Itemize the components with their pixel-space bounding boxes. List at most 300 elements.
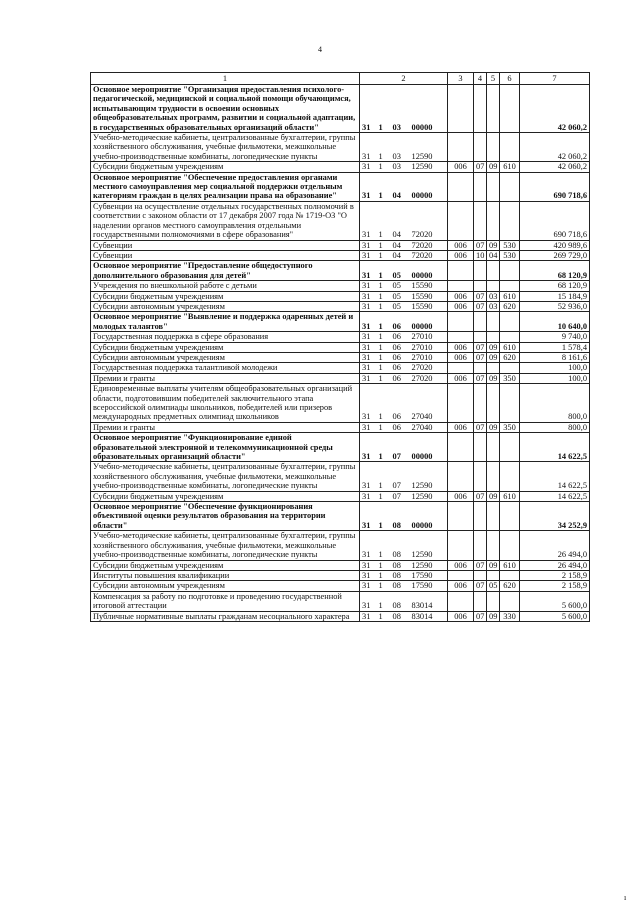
section-code — [474, 85, 487, 133]
event-code: 08 — [391, 591, 410, 611]
program-code: 31 — [360, 570, 377, 580]
subsection-code — [487, 133, 500, 162]
subsection-code — [487, 261, 500, 281]
direction-code: 27040 — [410, 384, 448, 423]
program-code: 31 — [360, 491, 377, 501]
department-code: 006 — [448, 250, 474, 260]
expense-type-code — [500, 332, 520, 342]
department-code — [448, 281, 474, 291]
row-name: Учебно-методические кабинеты, централизованные бухгалтерии, группы хозяйственного обслуживания, учебные фильмотеки, межшкольные учебно-производственные комбинаты, логопедические пункты — [91, 133, 360, 162]
department-code — [448, 312, 474, 332]
event-code: 05 — [391, 281, 410, 291]
amount: 9 740,0 — [520, 332, 590, 342]
subprogram-code: 1 — [377, 301, 391, 311]
table-row — [91, 201, 590, 240]
section-code: 07 — [474, 581, 487, 591]
table-row — [91, 342, 590, 352]
direction-code: 15590 — [410, 291, 448, 301]
amount: 34 252,9 — [520, 502, 590, 531]
subprogram-code: 1 — [377, 352, 391, 362]
department-code — [448, 570, 474, 580]
program-code: 31 — [360, 201, 377, 240]
department-code — [448, 85, 474, 133]
subsection-code — [487, 462, 500, 491]
program-code: 31 — [360, 433, 377, 462]
department-code — [448, 133, 474, 162]
department-code — [448, 363, 474, 373]
subsection-code: 09 — [487, 162, 500, 172]
direction-code: 27040 — [410, 422, 448, 432]
direction-code: 15590 — [410, 281, 448, 291]
direction-code: 27020 — [410, 373, 448, 383]
section-code: 07 — [474, 611, 487, 621]
section-code — [474, 172, 487, 201]
department-code — [448, 172, 474, 201]
expense-type-code: 530 — [500, 250, 520, 260]
department-code — [448, 591, 474, 611]
department-code: 006 — [448, 352, 474, 362]
amount: 14 622,5 — [520, 491, 590, 501]
table-row — [91, 502, 590, 531]
subsection-code: 05 — [487, 581, 500, 591]
direction-code: 17590 — [410, 581, 448, 591]
expense-type-code — [500, 502, 520, 531]
program-code: 31 — [360, 261, 377, 281]
event-code: 08 — [391, 531, 410, 560]
program-code: 31 — [360, 502, 377, 531]
expense-type-code: 610 — [500, 491, 520, 501]
event-code: 04 — [391, 250, 410, 260]
direction-code: 72020 — [410, 240, 448, 250]
direction-code: 12590 — [410, 560, 448, 570]
table-row — [91, 162, 590, 172]
subprogram-code: 1 — [377, 433, 391, 462]
program-code: 31 — [360, 531, 377, 560]
subprogram-code: 1 — [377, 422, 391, 432]
subsection-code: 09 — [487, 240, 500, 250]
section-code — [474, 433, 487, 462]
direction-code: 72020 — [410, 250, 448, 260]
subprogram-code: 1 — [377, 491, 391, 501]
expense-type-code: 350 — [500, 373, 520, 383]
expense-type-code — [500, 172, 520, 201]
table-row — [91, 491, 590, 501]
section-code — [474, 384, 487, 423]
header-cell-code: 2 — [360, 73, 448, 85]
table-row — [91, 240, 590, 250]
budget-table — [90, 72, 590, 622]
department-code: 006 — [448, 491, 474, 501]
subprogram-code: 1 — [377, 281, 391, 291]
amount: 42 060,2 — [520, 162, 590, 172]
event-code: 06 — [391, 352, 410, 362]
expense-type-code — [500, 384, 520, 423]
subprogram-code: 1 — [377, 201, 391, 240]
event-code: 03 — [391, 162, 410, 172]
department-code: 006 — [448, 560, 474, 570]
event-code: 08 — [391, 570, 410, 580]
program-code: 31 — [360, 342, 377, 352]
subprogram-code: 1 — [377, 240, 391, 250]
subprogram-code: 1 — [377, 373, 391, 383]
section-code — [474, 591, 487, 611]
subprogram-code: 1 — [377, 342, 391, 352]
row-name: Субвенции — [91, 250, 360, 260]
event-code: 08 — [391, 502, 410, 531]
direction-code: 00000 — [410, 502, 448, 531]
amount: 690 718,6 — [520, 172, 590, 201]
expense-type-code — [500, 312, 520, 332]
table-row — [91, 570, 590, 580]
amount: 68 120,9 — [520, 261, 590, 281]
subprogram-code: 1 — [377, 560, 391, 570]
row-name: Премии и гранты — [91, 422, 360, 432]
subsection-code — [487, 433, 500, 462]
section-code: 07 — [474, 342, 487, 352]
expense-type-code — [500, 433, 520, 462]
table-row — [91, 363, 590, 373]
amount: 100,0 — [520, 363, 590, 373]
section-code: 07 — [474, 373, 487, 383]
event-code: 08 — [391, 611, 410, 621]
program-code: 31 — [360, 373, 377, 383]
subsection-code: 09 — [487, 342, 500, 352]
expense-type-code: 610 — [500, 291, 520, 301]
table-row — [91, 611, 590, 621]
table-row — [91, 312, 590, 332]
table-row — [91, 591, 590, 611]
table-row — [91, 133, 590, 162]
row-name: Единовременные выплаты учителям общеобразовательных организаций области, подготовившим победителей заключительного этапа всероссийской олимпиады школьников, победителей или призеров международных предметных олимпиад школьников — [91, 384, 360, 423]
direction-code: 12590 — [410, 162, 448, 172]
expense-type-code — [500, 462, 520, 491]
table-row — [91, 291, 590, 301]
subprogram-code: 1 — [377, 581, 391, 591]
table-row — [91, 301, 590, 311]
section-code — [474, 201, 487, 240]
row-name: Основное мероприятие "Обеспечение функционирования объективной оценки результатов образования на территории области" — [91, 502, 360, 531]
event-code: 05 — [391, 291, 410, 301]
subprogram-code: 1 — [377, 570, 391, 580]
program-code: 31 — [360, 240, 377, 250]
event-code: 04 — [391, 201, 410, 240]
section-code — [474, 531, 487, 560]
subprogram-code: 1 — [377, 363, 391, 373]
program-code: 31 — [360, 611, 377, 621]
row-name: Учебно-методические кабинеты, централизованные бухгалтерии, группы хозяйственного обслуживания, учебные фильмотеки, межшкольные учебно-производственные комбинаты, логопедические пункты — [91, 531, 360, 560]
expense-type-code — [500, 261, 520, 281]
section-code: 07 — [474, 291, 487, 301]
amount: 2 158,9 — [520, 581, 590, 591]
expense-type-code — [500, 591, 520, 611]
program-code: 31 — [360, 384, 377, 423]
header-row — [91, 73, 590, 85]
row-name: Основное мероприятие "Обеспечение предоставления органами местного самоуправления мер социальной поддержки отдельным категориям граждан в целях реализации права на образование" — [91, 172, 360, 201]
expense-type-code — [500, 85, 520, 133]
direction-code: 15590 — [410, 301, 448, 311]
row-name: Субвенции на осуществление отдельных государственных полномочий в соответствии с законом области от 17 декабря 2007 года № 1719-ОЗ "О наделении органов местного самоуправления отдельными государственными полномочиями в сфере образования" — [91, 201, 360, 240]
event-code: 05 — [391, 301, 410, 311]
department-code: 006 — [448, 162, 474, 172]
section-code: 07 — [474, 560, 487, 570]
event-code: 06 — [391, 342, 410, 352]
department-code — [448, 531, 474, 560]
direction-code: 12590 — [410, 491, 448, 501]
program-code: 31 — [360, 591, 377, 611]
amount: 5 600,0 — [520, 611, 590, 621]
subsection-code — [487, 281, 500, 291]
subsection-code — [487, 591, 500, 611]
amount: 420 989,6 — [520, 240, 590, 250]
department-code: 006 — [448, 301, 474, 311]
table-row — [91, 352, 590, 362]
subsection-code — [487, 332, 500, 342]
table-row — [91, 384, 590, 423]
subsection-code — [487, 172, 500, 201]
subsection-code: 09 — [487, 352, 500, 362]
section-code — [474, 133, 487, 162]
expense-type-code: 620 — [500, 352, 520, 362]
subprogram-code: 1 — [377, 531, 391, 560]
row-name: Субсидии бюджетным учреждениям — [91, 342, 360, 352]
amount: 15 184,9 — [520, 291, 590, 301]
event-code: 07 — [391, 491, 410, 501]
department-code: 006 — [448, 291, 474, 301]
expense-type-code: 610 — [500, 342, 520, 352]
direction-code: 17590 — [410, 570, 448, 580]
row-name: Государственная поддержка в сфере образования — [91, 332, 360, 342]
header-cell-ved: 3 — [448, 73, 474, 85]
amount: 100,0 — [520, 373, 590, 383]
subprogram-code: 1 — [377, 591, 391, 611]
event-code: 06 — [391, 332, 410, 342]
amount: 10 640,0 — [520, 312, 590, 332]
program-code: 31 — [360, 422, 377, 432]
direction-code: 72020 — [410, 201, 448, 240]
table-row — [91, 433, 590, 462]
subsection-code — [487, 201, 500, 240]
table-row — [91, 373, 590, 383]
department-code: 006 — [448, 581, 474, 591]
amount: 1 578,4 — [520, 342, 590, 352]
row-name: Основное мероприятие "Выявление и поддержка одаренных детей и молодых талантов" — [91, 312, 360, 332]
amount: 26 494,0 — [520, 560, 590, 570]
amount: 269 729,0 — [520, 250, 590, 260]
table-row — [91, 422, 590, 432]
subprogram-code: 1 — [377, 172, 391, 201]
row-name: Учебно-методические кабинеты, централизованные бухгалтерии, группы хозяйственного обслуживания, учебные фильмотеки, межшкольные учебно-производственные комбинаты, логопедические пункты — [91, 462, 360, 491]
header-cell-name: 1 — [91, 73, 360, 85]
amount: 8 161,6 — [520, 352, 590, 362]
direction-code: 27010 — [410, 342, 448, 352]
event-code: 06 — [391, 312, 410, 332]
row-name: Публичные нормативные выплаты гражданам несоциального характера — [91, 611, 360, 621]
department-code: 006 — [448, 611, 474, 621]
subprogram-code: 1 — [377, 133, 391, 162]
event-code: 08 — [391, 581, 410, 591]
department-code — [448, 261, 474, 281]
amount: 42 060,2 — [520, 85, 590, 133]
header-cell-rz: 4 — [474, 73, 487, 85]
subsection-code — [487, 502, 500, 531]
event-code: 04 — [391, 240, 410, 250]
program-code: 31 — [360, 352, 377, 362]
amount: 52 936,0 — [520, 301, 590, 311]
subprogram-code: 1 — [377, 261, 391, 281]
department-code: 006 — [448, 422, 474, 432]
event-code: 06 — [391, 363, 410, 373]
section-code — [474, 363, 487, 373]
amount: 14 622,5 — [520, 433, 590, 462]
amount: 800,0 — [520, 384, 590, 423]
table-row — [91, 85, 590, 133]
subsection-code: 03 — [487, 291, 500, 301]
section-code — [474, 462, 487, 491]
subsection-code: 04 — [487, 250, 500, 260]
section-code — [474, 312, 487, 332]
table-row — [91, 462, 590, 491]
subsection-code: 09 — [487, 611, 500, 621]
amount: 690 718,6 — [520, 201, 590, 240]
expense-type-code — [500, 531, 520, 560]
corner-mark: ı — [624, 893, 627, 902]
direction-code: 27020 — [410, 363, 448, 373]
subprogram-code: 1 — [377, 384, 391, 423]
row-name: Субсидии бюджетным учреждениям — [91, 560, 360, 570]
amount: 26 494,0 — [520, 531, 590, 560]
program-code: 31 — [360, 291, 377, 301]
program-code: 31 — [360, 162, 377, 172]
row-name: Компенсация за работу по подготовке и проведению государственной итоговой аттестации — [91, 591, 360, 611]
program-code: 31 — [360, 332, 377, 342]
subprogram-code: 1 — [377, 291, 391, 301]
department-code — [448, 332, 474, 342]
event-code: 03 — [391, 85, 410, 133]
department-code — [448, 462, 474, 491]
event-code: 06 — [391, 384, 410, 423]
department-code: 006 — [448, 240, 474, 250]
amount: 800,0 — [520, 422, 590, 432]
subprogram-code: 1 — [377, 312, 391, 332]
program-code: 31 — [360, 85, 377, 133]
direction-code: 00000 — [410, 85, 448, 133]
row-name: Субсидии бюджетным учреждениям — [91, 491, 360, 501]
department-code — [448, 433, 474, 462]
department-code — [448, 201, 474, 240]
header-cell-prz: 5 — [487, 73, 500, 85]
program-code: 31 — [360, 363, 377, 373]
section-code — [474, 570, 487, 580]
row-name: Государственная поддержка талантливой молодежи — [91, 363, 360, 373]
row-name: Основное мероприятие "Предоставление общедоступного дополнительного образования для детей" — [91, 261, 360, 281]
table-row — [91, 581, 590, 591]
row-name: Основное мероприятие "Функционирование единой образовательной электронной и телекоммуникационной среды образовательных организаций области" — [91, 433, 360, 462]
event-code: 07 — [391, 462, 410, 491]
department-code — [448, 502, 474, 531]
subsection-code — [487, 531, 500, 560]
expense-type-code: 610 — [500, 162, 520, 172]
section-code — [474, 332, 487, 342]
expense-type-code — [500, 133, 520, 162]
subsection-code — [487, 312, 500, 332]
direction-code: 27010 — [410, 332, 448, 342]
event-code: 05 — [391, 261, 410, 281]
expense-type-code — [500, 363, 520, 373]
direction-code: 00000 — [410, 261, 448, 281]
department-code: 006 — [448, 373, 474, 383]
row-name: Субсидии автономным учреждениям — [91, 352, 360, 362]
direction-code: 83014 — [410, 611, 448, 621]
subprogram-code: 1 — [377, 250, 391, 260]
table-row — [91, 281, 590, 291]
subprogram-code: 1 — [377, 332, 391, 342]
expense-type-code — [500, 201, 520, 240]
expense-type-code: 610 — [500, 560, 520, 570]
department-code: 006 — [448, 342, 474, 352]
row-name: Субсидии бюджетным учреждениям — [91, 291, 360, 301]
section-code — [474, 281, 487, 291]
program-code: 31 — [360, 301, 377, 311]
event-code: 04 — [391, 172, 410, 201]
event-code: 06 — [391, 422, 410, 432]
subprogram-code: 1 — [377, 611, 391, 621]
amount: 5 600,0 — [520, 591, 590, 611]
expense-type-code — [500, 281, 520, 291]
page-number: 4 — [318, 45, 322, 54]
subsection-code — [487, 85, 500, 133]
direction-code: 27010 — [410, 352, 448, 362]
expense-type-code: 620 — [500, 581, 520, 591]
row-name: Премии и гранты — [91, 373, 360, 383]
expense-type-code: 330 — [500, 611, 520, 621]
program-code: 31 — [360, 172, 377, 201]
subsection-code: 03 — [487, 301, 500, 311]
row-name: Институты повышения квалификации — [91, 570, 360, 580]
subprogram-code: 1 — [377, 85, 391, 133]
direction-code: 12590 — [410, 462, 448, 491]
department-code — [448, 384, 474, 423]
amount: 68 120,9 — [520, 281, 590, 291]
table-row — [91, 250, 590, 260]
program-code: 31 — [360, 581, 377, 591]
subsection-code — [487, 363, 500, 373]
subprogram-code: 1 — [377, 502, 391, 531]
direction-code: 00000 — [410, 172, 448, 201]
row-name: Учреждения по внешкольной работе с детьми — [91, 281, 360, 291]
direction-code: 12590 — [410, 133, 448, 162]
section-code: 07 — [474, 422, 487, 432]
row-name: Субвенции — [91, 240, 360, 250]
table-row — [91, 332, 590, 342]
expense-type-code: 620 — [500, 301, 520, 311]
direction-code: 12590 — [410, 531, 448, 560]
table-row — [91, 531, 590, 560]
subsection-code: 09 — [487, 491, 500, 501]
row-name: Субсидии автономным учреждениям — [91, 581, 360, 591]
program-code: 31 — [360, 250, 377, 260]
row-name: Субсидии бюджетным учреждениям — [91, 162, 360, 172]
event-code: 06 — [391, 373, 410, 383]
program-code: 31 — [360, 312, 377, 332]
event-code: 07 — [391, 433, 410, 462]
expense-type-code — [500, 570, 520, 580]
event-code: 08 — [391, 560, 410, 570]
section-code — [474, 261, 487, 281]
direction-code: 00000 — [410, 312, 448, 332]
amount: 14 622,5 — [520, 462, 590, 491]
direction-code: 83014 — [410, 591, 448, 611]
subprogram-code: 1 — [377, 162, 391, 172]
